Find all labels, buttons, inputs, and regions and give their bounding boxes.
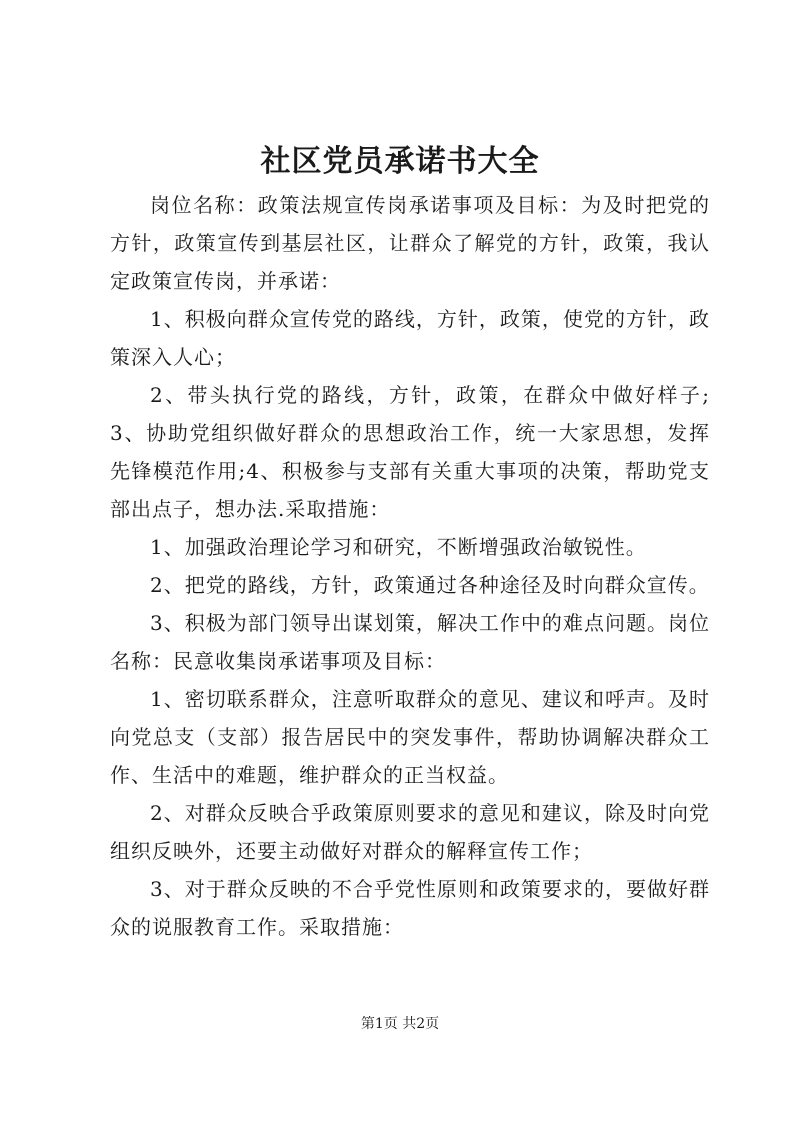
paragraph-2: 1、积极向群众宣传党的路线，方针，政策，使党的方针，政策深入人心；	[110, 307, 710, 369]
paragraph-5: 2、把党的路线，方针，政策通过各种途径及时向群众宣传。	[150, 573, 710, 597]
paragraph-3: 2、带头执行党的路线，方针，政策，在群众中做好样子;3、协助党组织做好群众的思想政治工作，统一大家思想，发挥先锋模范作用;4、积极参与支部有关重大事项的决策，帮助党支部出点子，想办法.采取措施：	[110, 383, 710, 521]
paragraph-1: 岗位名称：政策法规宣传岗承诺事项及目标：为及时把党的方针，政策宣传到基层社区，让群众了解党的方针，政策，我认定政策宣传岗，并承诺：	[110, 193, 710, 293]
paragraph-9: 3、对于群众反映的不合乎党性原则和政策要求的，要做好群众的说服教育工作。采取措施：	[110, 877, 710, 939]
paragraph-7: 1、密切联系群众，注意听取群众的意见、建议和呼声。及时向党总支（支部）报告居民中的突发事件，帮助协调解决群众工作、生活中的难题，维护群众的正当权益。	[110, 687, 710, 787]
paragraph-6: 3、积极为部门领导出谋划策，解决工作中的难点问题。岗位名称：民意收集岗承诺事项及目标：	[110, 611, 710, 673]
document-title: 社区党员承诺书大全	[260, 144, 540, 179]
document-body	[110, 186, 710, 946]
page-footer: 第1页 共2页	[360, 1016, 440, 1032]
paragraph-8: 2、对群众反映合乎政策原则要求的意见和建议，除及时向党组织反映外，还要主动做好对群众的解释宣传工作；	[110, 801, 710, 863]
paragraph-4: 1、加强政治理论学习和研究，不断增强政治敏锐性。	[150, 535, 647, 559]
